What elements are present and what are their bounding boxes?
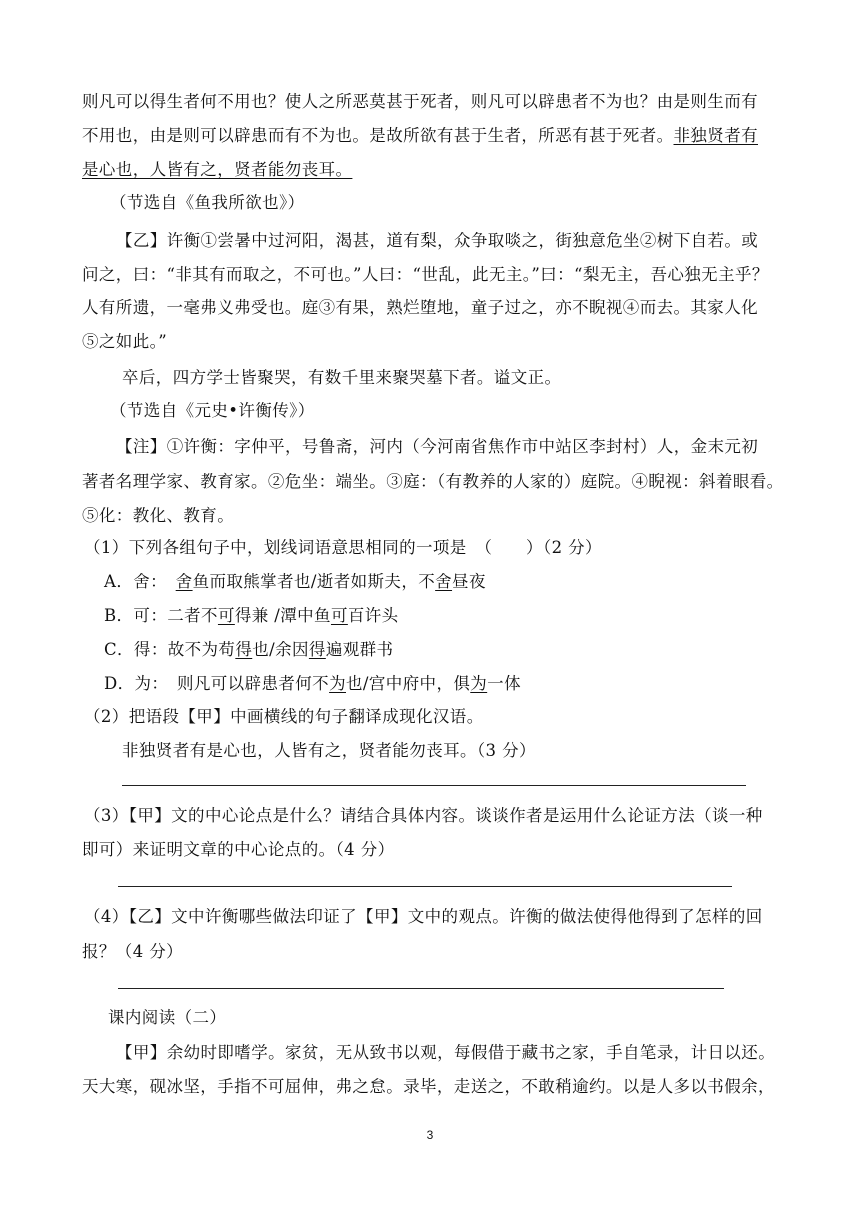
question-1-stem: （1）下列各组句子中，划线词语意思相同的一项是 （ ）（2 分） [84, 538, 602, 557]
option-text: 得兼 /潭中鱼 [234, 606, 331, 625]
option-text: C．得：故不为苟 [104, 640, 236, 659]
answer-line[interactable] [122, 785, 746, 786]
question-1-option-a [104, 572, 486, 592]
option-text: 百许头 [347, 606, 399, 625]
question-3-line: 即可）来证明文章的中心论点的。（4 分） [82, 840, 395, 859]
underlined-word: 得 [308, 640, 326, 659]
question-2-stem: （2）把语段【甲】中画横线的句子翻译成现化汉语。 [84, 707, 484, 726]
option-text: 昼夜 [452, 572, 486, 591]
underlined-sentence: 是心也，人皆有之，贤者能勿丧耳。 [82, 160, 353, 179]
source-note: （节选自《鱼我所欲也》） [110, 193, 305, 212]
underlined-word: 得 [235, 640, 253, 659]
underlined-word: 为 [329, 674, 346, 693]
option-text: 遍观群书 [325, 640, 394, 659]
question-1-option-d [104, 674, 521, 694]
option-text: 一体 [487, 674, 521, 693]
section-title: 课内阅读（二） [108, 1008, 227, 1027]
underlined-word: 可 [217, 606, 235, 625]
page-number: 3 [426, 1128, 434, 1142]
question-1-option-c [104, 640, 393, 660]
source-note: （节选自《元史•许衡传》） [110, 401, 315, 420]
option-text: 也/宫中府中，俱 [346, 674, 471, 693]
passage-jia-text: 不用也，由是则可以辟患而有不为也。是故所欲有甚于生者，所恶有甚于死者。 [82, 126, 674, 145]
passage-yi-line: ⑤之如此。” [82, 332, 168, 351]
passage-jia-line [82, 126, 758, 146]
question-3-line: （3）【甲】文的中心论点是什么？请结合具体内容。谈谈作者是运用什么论证方法（谈一种 [84, 806, 763, 825]
question-1-option-b [104, 606, 399, 626]
question-4-line: （4）【乙】文中许衡哪些做法印证了【甲】文中的观点。许衡的做法使得他得到了怎样的回 [84, 907, 763, 926]
passage-jia-line [82, 160, 352, 180]
underlined-word: 舍 [435, 572, 453, 591]
section-2-line: 天大寒，砚冰坚，手指不可屈伸，弗之怠。录毕，走送之，不敢稍逾约。以是人多以书假余， [82, 1077, 775, 1096]
option-text: A．舍： [104, 572, 176, 591]
passage-yi-paragraph: 卒后，四方学士皆聚哭，有数千里来聚哭墓下者。谥文正。 [122, 368, 562, 387]
answer-line[interactable] [118, 988, 724, 989]
annotation-line: 【注】①许衡：字仲平，号鲁斋，河内（今河南省焦作市中站区李封村）人，金末元初 [116, 437, 759, 456]
passage-yi-line: 【乙】许衡①尝暑中过河阳，渴甚，道有梨，众争取啖之，街独意危坐②树下自若。或 [116, 231, 759, 250]
underlined-word: 为 [470, 674, 488, 693]
option-text: D．为： 则凡可以辟患者何不 [104, 674, 330, 693]
question-2-sentence: 非独贤者有是心也，人皆有之，贤者能勿丧耳。（3 分） [122, 741, 536, 760]
option-text: 也/余因 [252, 640, 309, 659]
option-text: 鱼而取熊掌者也/逝者如斯夫，不 [192, 572, 436, 591]
option-text: B．可：二者不 [104, 606, 218, 625]
annotation-line: ⑤化：教化、教育。 [82, 506, 235, 525]
underlined-sentence: 非独贤者有 [673, 126, 758, 145]
passage-yi-line: 问之，曰：“非其有而取之，不可也。”人曰：“世乱，此无主。”曰：“梨无主，吾心独无主乎？ [82, 265, 769, 284]
underlined-word: 可 [330, 606, 348, 625]
annotation-line: 著者名理学家、教育家。②危坐：端坐。③庭：（有教养的人家的）庭院。④睨视：斜着眼看。 [82, 472, 784, 491]
underlined-word: 舍 [175, 572, 193, 591]
question-4-line: 报？（4 分） [82, 942, 184, 961]
section-2-line: 【甲】余幼时即嗜学。家贫，无从致书以观，每假借于藏书之家，手自笔录，计日以还。 [116, 1043, 776, 1062]
answer-line[interactable] [118, 886, 732, 887]
passage-yi-line: 人有所遗，一毫弗义弗受也。庭③有果，熟烂堕地，童子过之，亦不睨视④而去。其家人化 [82, 298, 758, 317]
passage-jia-line: 则凡可以得生者何不用也？使人之所恶莫甚于死者，则凡可以辟患者不为也？由是则生而有 [82, 92, 758, 111]
